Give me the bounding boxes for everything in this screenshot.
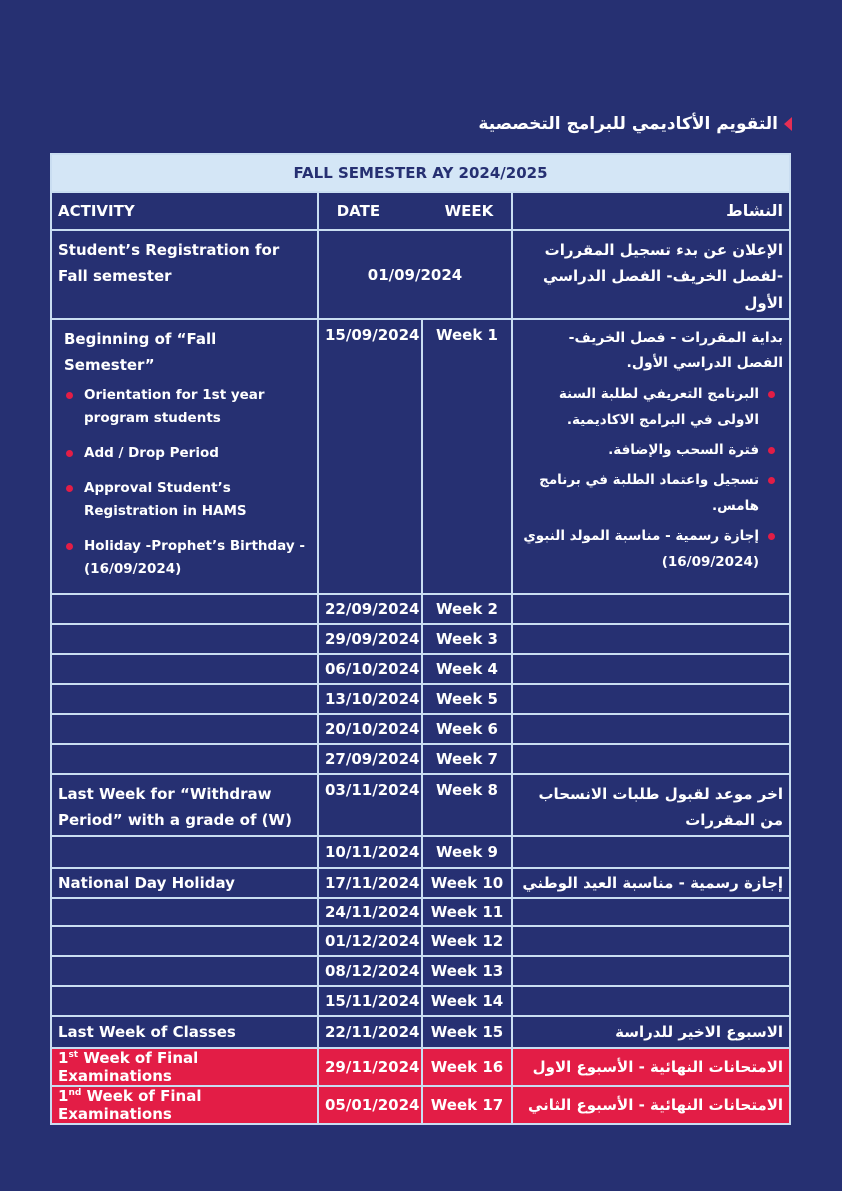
- arabic-activity-cell: الامتحانات النهائية - الأسبوع الثاني: [512, 1086, 790, 1124]
- week-cell: Week 8: [422, 774, 512, 836]
- list-item: Approval Student’s Registration in HAMS: [66, 477, 311, 523]
- table-row: [51, 684, 790, 714]
- date-cell: 13/10/2024: [318, 684, 422, 714]
- table-row: [51, 868, 790, 898]
- arabic-column-header: النشاط: [512, 192, 790, 230]
- final-exam-row: [51, 1048, 790, 1086]
- list-item: Add / Drop Period: [66, 442, 311, 465]
- table-header-row: [51, 154, 790, 192]
- table-row: [51, 926, 790, 956]
- week-cell: Week 1: [422, 319, 512, 594]
- date-cell: 08/12/2024: [318, 956, 422, 986]
- week-cell: Week 9: [422, 836, 512, 868]
- activity-column-header: ACTIVITY: [51, 192, 318, 230]
- table-row: [51, 714, 790, 744]
- date-cell: 22/11/2024: [318, 1016, 422, 1048]
- date-cell: 01/12/2024: [318, 926, 422, 956]
- date-cell: 24/11/2024: [318, 898, 422, 926]
- list-item: فترة السحب والإضافة.: [519, 437, 775, 463]
- date-cell: 29/11/2024: [318, 1048, 422, 1086]
- arabic-activity-cell: الاسبوع الاخير للدراسة: [512, 1016, 790, 1048]
- table-row: [51, 956, 790, 986]
- arabic-activity-cell: الإعلان عن بدء تسجيل المقررات -لفصل الخريف- الفصل الدراسي الأول: [512, 230, 790, 319]
- list-item: تسجيل واعتماد الطلبة في برنامج هامس.: [519, 467, 775, 519]
- activity-cell: Student’s Registration for Fall semester: [51, 230, 318, 319]
- table-row: [51, 774, 790, 836]
- week-cell: Week 11: [422, 898, 512, 926]
- date-cell: 27/09/2024: [318, 744, 422, 774]
- arabic-activity-cell: إجازة رسمية - مناسبة العيد الوطني: [512, 868, 790, 898]
- table-row: [51, 986, 790, 1016]
- activity-cell: Last Week for “Withdraw Period” with a grade of (W): [51, 774, 318, 836]
- column-header-row: [51, 192, 790, 230]
- date-cell: 22/09/2024: [318, 594, 422, 624]
- list-item: Holiday -Prophet’s Birthday - (16/09/2024): [66, 535, 311, 581]
- date-column-header: DATE: [336, 202, 381, 220]
- list-item: Orientation for 1st year program students: [66, 384, 311, 430]
- date-cell: 17/11/2024: [318, 868, 422, 898]
- final-exam-row: [51, 1086, 790, 1124]
- list-item: البرنامج التعريفي لطلبة السنة الاولى في البرامج الاكاديمية.: [519, 381, 775, 433]
- table-row: [51, 319, 790, 594]
- activity-cell: Beginning of “Fall Semester” Orientation for 1st year program students Add / Drop Period Approval Student’s Registration in HAMS Holiday -Prophet’s Birthday - (16/09/2024): [51, 319, 318, 594]
- week-column-header: WEEK: [444, 202, 494, 220]
- week-cell: Week 16: [422, 1048, 512, 1086]
- activity-cell: 1st Week of Final Examinations: [51, 1048, 318, 1086]
- activity-bullet-list: [58, 384, 311, 581]
- arabic-activity-cell: اخر موعد لقبول طلبات الانسحاب من المقررات: [512, 774, 790, 836]
- list-item: إجازة رسمية - مناسبة المولد النبوي (16/09/2024): [519, 523, 775, 575]
- triangle-marker-icon: [784, 117, 792, 131]
- week-cell: Week 15: [422, 1016, 512, 1048]
- date-cell: 20/10/2024: [318, 714, 422, 744]
- table-row: [51, 1016, 790, 1048]
- arabic-activity-cell: الامتحانات النهائية - الأسبوع الاول: [512, 1048, 790, 1086]
- academic-calendar-table: [50, 153, 791, 1125]
- week-cell: Week 6: [422, 714, 512, 744]
- table-row: [51, 898, 790, 926]
- date-cell: 05/01/2024: [318, 1086, 422, 1124]
- date-cell: 01/09/2024: [318, 230, 512, 319]
- activity-cell: 1nd Week of Final Examinations: [51, 1086, 318, 1124]
- date-cell: 15/11/2024: [318, 986, 422, 1016]
- date-week-column-header: [318, 192, 512, 230]
- table-row: [51, 654, 790, 684]
- week-cell: Week 12: [422, 926, 512, 956]
- week-cell: Week 7: [422, 744, 512, 774]
- table-row: [51, 230, 790, 319]
- week-cell: Week 3: [422, 624, 512, 654]
- activity-cell: Last Week of Classes: [51, 1016, 318, 1048]
- arabic-activity-cell: بداية المقررات - فصل الخريف- الفصل الدراسي الأول. البرنامج التعريفي لطلبة السنة الاولى في البرامج الاكاديمية. فترة السحب والإضافة. تسجيل واعتماد الطلبة في برنامج هامس. إجازة رسمية - مناسبة المولد النبوي (16/09/2024): [512, 319, 790, 594]
- week-cell: Week 13: [422, 956, 512, 986]
- date-cell: 06/10/2024: [318, 654, 422, 684]
- table-row: [51, 624, 790, 654]
- activity-cell: National Day Holiday: [51, 868, 318, 898]
- table-row: [51, 594, 790, 624]
- week-cell: Week 2: [422, 594, 512, 624]
- table-row: [51, 836, 790, 868]
- date-cell: 03/11/2024: [318, 774, 422, 836]
- page-title: [478, 114, 792, 134]
- date-cell: 10/11/2024: [318, 836, 422, 868]
- date-cell: 29/09/2024: [318, 624, 422, 654]
- table-row: [51, 744, 790, 774]
- arabic-bullet-list: [519, 381, 783, 575]
- week-cell: Week 4: [422, 654, 512, 684]
- week-cell: Week 17: [422, 1086, 512, 1124]
- date-cell: 15/09/2024: [318, 319, 422, 594]
- page-title-text: التقويم الأكاديمي للبرامج التخصصية: [478, 114, 778, 134]
- week-cell: Week 5: [422, 684, 512, 714]
- week-cell: Week 14: [422, 986, 512, 1016]
- semester-header: FALL SEMESTER AY 2024/2025: [51, 154, 790, 192]
- week-cell: Week 10: [422, 868, 512, 898]
